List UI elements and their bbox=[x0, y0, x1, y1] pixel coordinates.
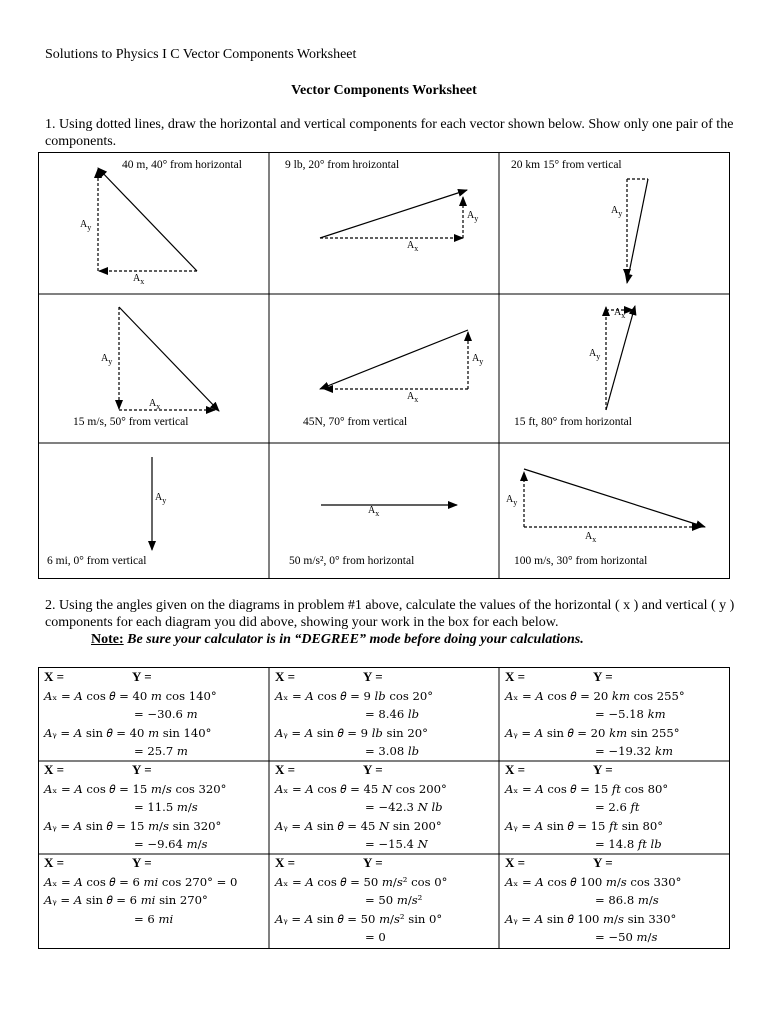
ax-label: $A_x$ bbox=[368, 505, 380, 518]
vector-diagram-grid bbox=[38, 152, 730, 579]
document-header: Solutions to Physics I C Vector Components Worksheet bbox=[45, 47, 357, 62]
worksheet-title: Vector Components Worksheet bbox=[291, 83, 477, 98]
ay-label: $A_y$ bbox=[467, 210, 479, 223]
grid-lines bbox=[38, 152, 730, 579]
vector-4 bbox=[119, 307, 219, 411]
solution-cell-7: X = Y = 𝐴ₓ = 𝐴 cos 𝜃 = 6 𝑚𝑖 cos 270° = 0 𝐴ᵧ = 𝐴 sin 𝜃 = 6 𝑚𝑖 sin 270° = 6 𝑚𝑖 bbox=[44, 855, 238, 926]
solution-cell-3: X = Y = 𝐴ₓ = 𝐴 cos 𝜃 = 20 𝑘𝑚 cos 255° = −5.18 𝑘𝑚 𝐴ᵧ = 𝐴 sin 𝜃 = 20 𝑘𝑚 sin 255° = −19.32 𝑘𝑚 bbox=[505, 669, 685, 758]
ay-label: $A_y$ bbox=[472, 353, 484, 366]
vector-9 bbox=[524, 469, 705, 527]
ay-label: $A_y$ bbox=[506, 494, 518, 507]
diagram-3-label: 20 km 15° from vertical bbox=[511, 159, 622, 171]
vector-2 bbox=[320, 190, 467, 238]
calculator-note: Note: Be sure your calculator is in “DEGREE” mode before doing your calculations. bbox=[91, 632, 584, 647]
ay-label: $A_y$ bbox=[80, 219, 92, 232]
diagram-4-label: 15 m/s, 50° from vertical bbox=[73, 416, 189, 428]
diagram-8-label: 50 m/s², 0° from horizontal bbox=[289, 555, 415, 567]
ax-label: $A_x$ bbox=[133, 273, 145, 286]
solution-grid bbox=[38, 667, 730, 950]
vector-6 bbox=[606, 306, 635, 410]
question-2-text: 2. Using the angles given on the diagrams in problem #1 above, calculate the values of the horizontal ( x ) and vertical ( y ) components for each diagram you did above, showing your work in the box for each below. bbox=[45, 598, 735, 630]
ay-label: $A_y$ bbox=[611, 205, 623, 218]
question-2 bbox=[45, 597, 735, 648]
ax-label: $A_x$ bbox=[407, 240, 419, 253]
ax-label: $A_x$ bbox=[149, 398, 161, 411]
question-1-text: 1. Using dotted lines, draw the horizontal and vertical components for each vector shown below. Show only one pair of the components. bbox=[45, 117, 734, 149]
vector-5 bbox=[320, 330, 468, 389]
diagram-1-label: 40 m, 40° from horizontal bbox=[122, 159, 242, 171]
diagram-9-label: 100 m/s, 30° from horizontal bbox=[514, 555, 648, 567]
ax-label: $A_x$ bbox=[407, 391, 419, 404]
solution-cell-4: X = Y = 𝐴ₓ = 𝐴 cos 𝜃 = 15 𝑚/𝑠 cos 320° = 11.5 𝑚/𝑠 𝐴ᵧ = 𝐴 sin 𝜃 = 15 𝑚/𝑠 sin 320° = −9.64 𝑚/𝑠 bbox=[44, 762, 227, 851]
solution-cell-9: X = Y = 𝐴ₓ = 𝐴 cos 𝜃 100 𝑚/𝑠 cos 330° = 86.8 𝑚/𝑠 𝐴ᵧ = 𝐴 sin 𝜃 100 𝑚/𝑠 sin 330° = −50 𝑚/𝑠 bbox=[505, 855, 682, 944]
ax-label: $A_x$ bbox=[585, 531, 597, 544]
ay-label: $A_y$ bbox=[589, 348, 601, 361]
solution-cell-2: X = Y = 𝐴ₓ = 𝐴 cos 𝜃 = 9 𝑙𝑏 cos 20° = 8.46 𝑙𝑏 𝐴ᵧ = 𝐴 sin 𝜃 = 9 𝑙𝑏 sin 20° = 3.08 𝑙𝑏 bbox=[275, 669, 434, 758]
diagram-7-label: 6 mi, 0° from vertical bbox=[47, 555, 147, 567]
ay-label: $A_y$ bbox=[101, 353, 113, 366]
diagram-5-label: 45N, 70° from vertical bbox=[303, 416, 408, 428]
vector-1 bbox=[98, 168, 197, 271]
solution-cell-1: X = Y = 𝐴ₓ = 𝐴 cos 𝜃 = 40 𝑚 cos 140° = −30.6 𝑚 𝐴ᵧ = 𝐴 sin 𝜃 = 40 𝑚 sin 140° = 25.7 𝑚 bbox=[44, 669, 217, 758]
vector-3 bbox=[627, 179, 648, 283]
solution-cell-8: X = Y = 𝐴ₓ = 𝐴 cos 𝜃 = 50 𝑚/𝑠² cos 0° = 50 𝑚/𝑠² 𝐴ᵧ = 𝐴 sin 𝜃 = 50 𝑚/𝑠² sin 0° = 0 bbox=[275, 855, 448, 944]
vector-diagrams-svg bbox=[38, 152, 730, 579]
solution-cell-5: X = Y = 𝐴ₓ = 𝐴 cos 𝜃 = 45 𝑁 cos 200° = −42.3 𝑁 𝑙𝑏 𝐴ᵧ = 𝐴 sin 𝜃 = 45 𝑁 sin 200° = −15.4 𝑁 bbox=[275, 762, 447, 851]
diagram-6-label: 15 ft, 80° from horizontal bbox=[514, 416, 632, 428]
diagram-2-label: 9 lb, 20° from hroizontal bbox=[285, 159, 400, 171]
ay-label: $A_y$ bbox=[155, 492, 167, 505]
ax-label: $A_x$ bbox=[614, 307, 626, 320]
solution-cell-6: X = Y = 𝐴ₓ = 𝐴 cos 𝜃 = 15 𝑓𝑡 cos 80° = 2.6 𝑓𝑡 𝐴ᵧ = 𝐴 sin 𝜃 = 15 𝑓𝑡 sin 80° = 14.8 𝑓𝑡 𝑙𝑏 bbox=[505, 762, 669, 851]
